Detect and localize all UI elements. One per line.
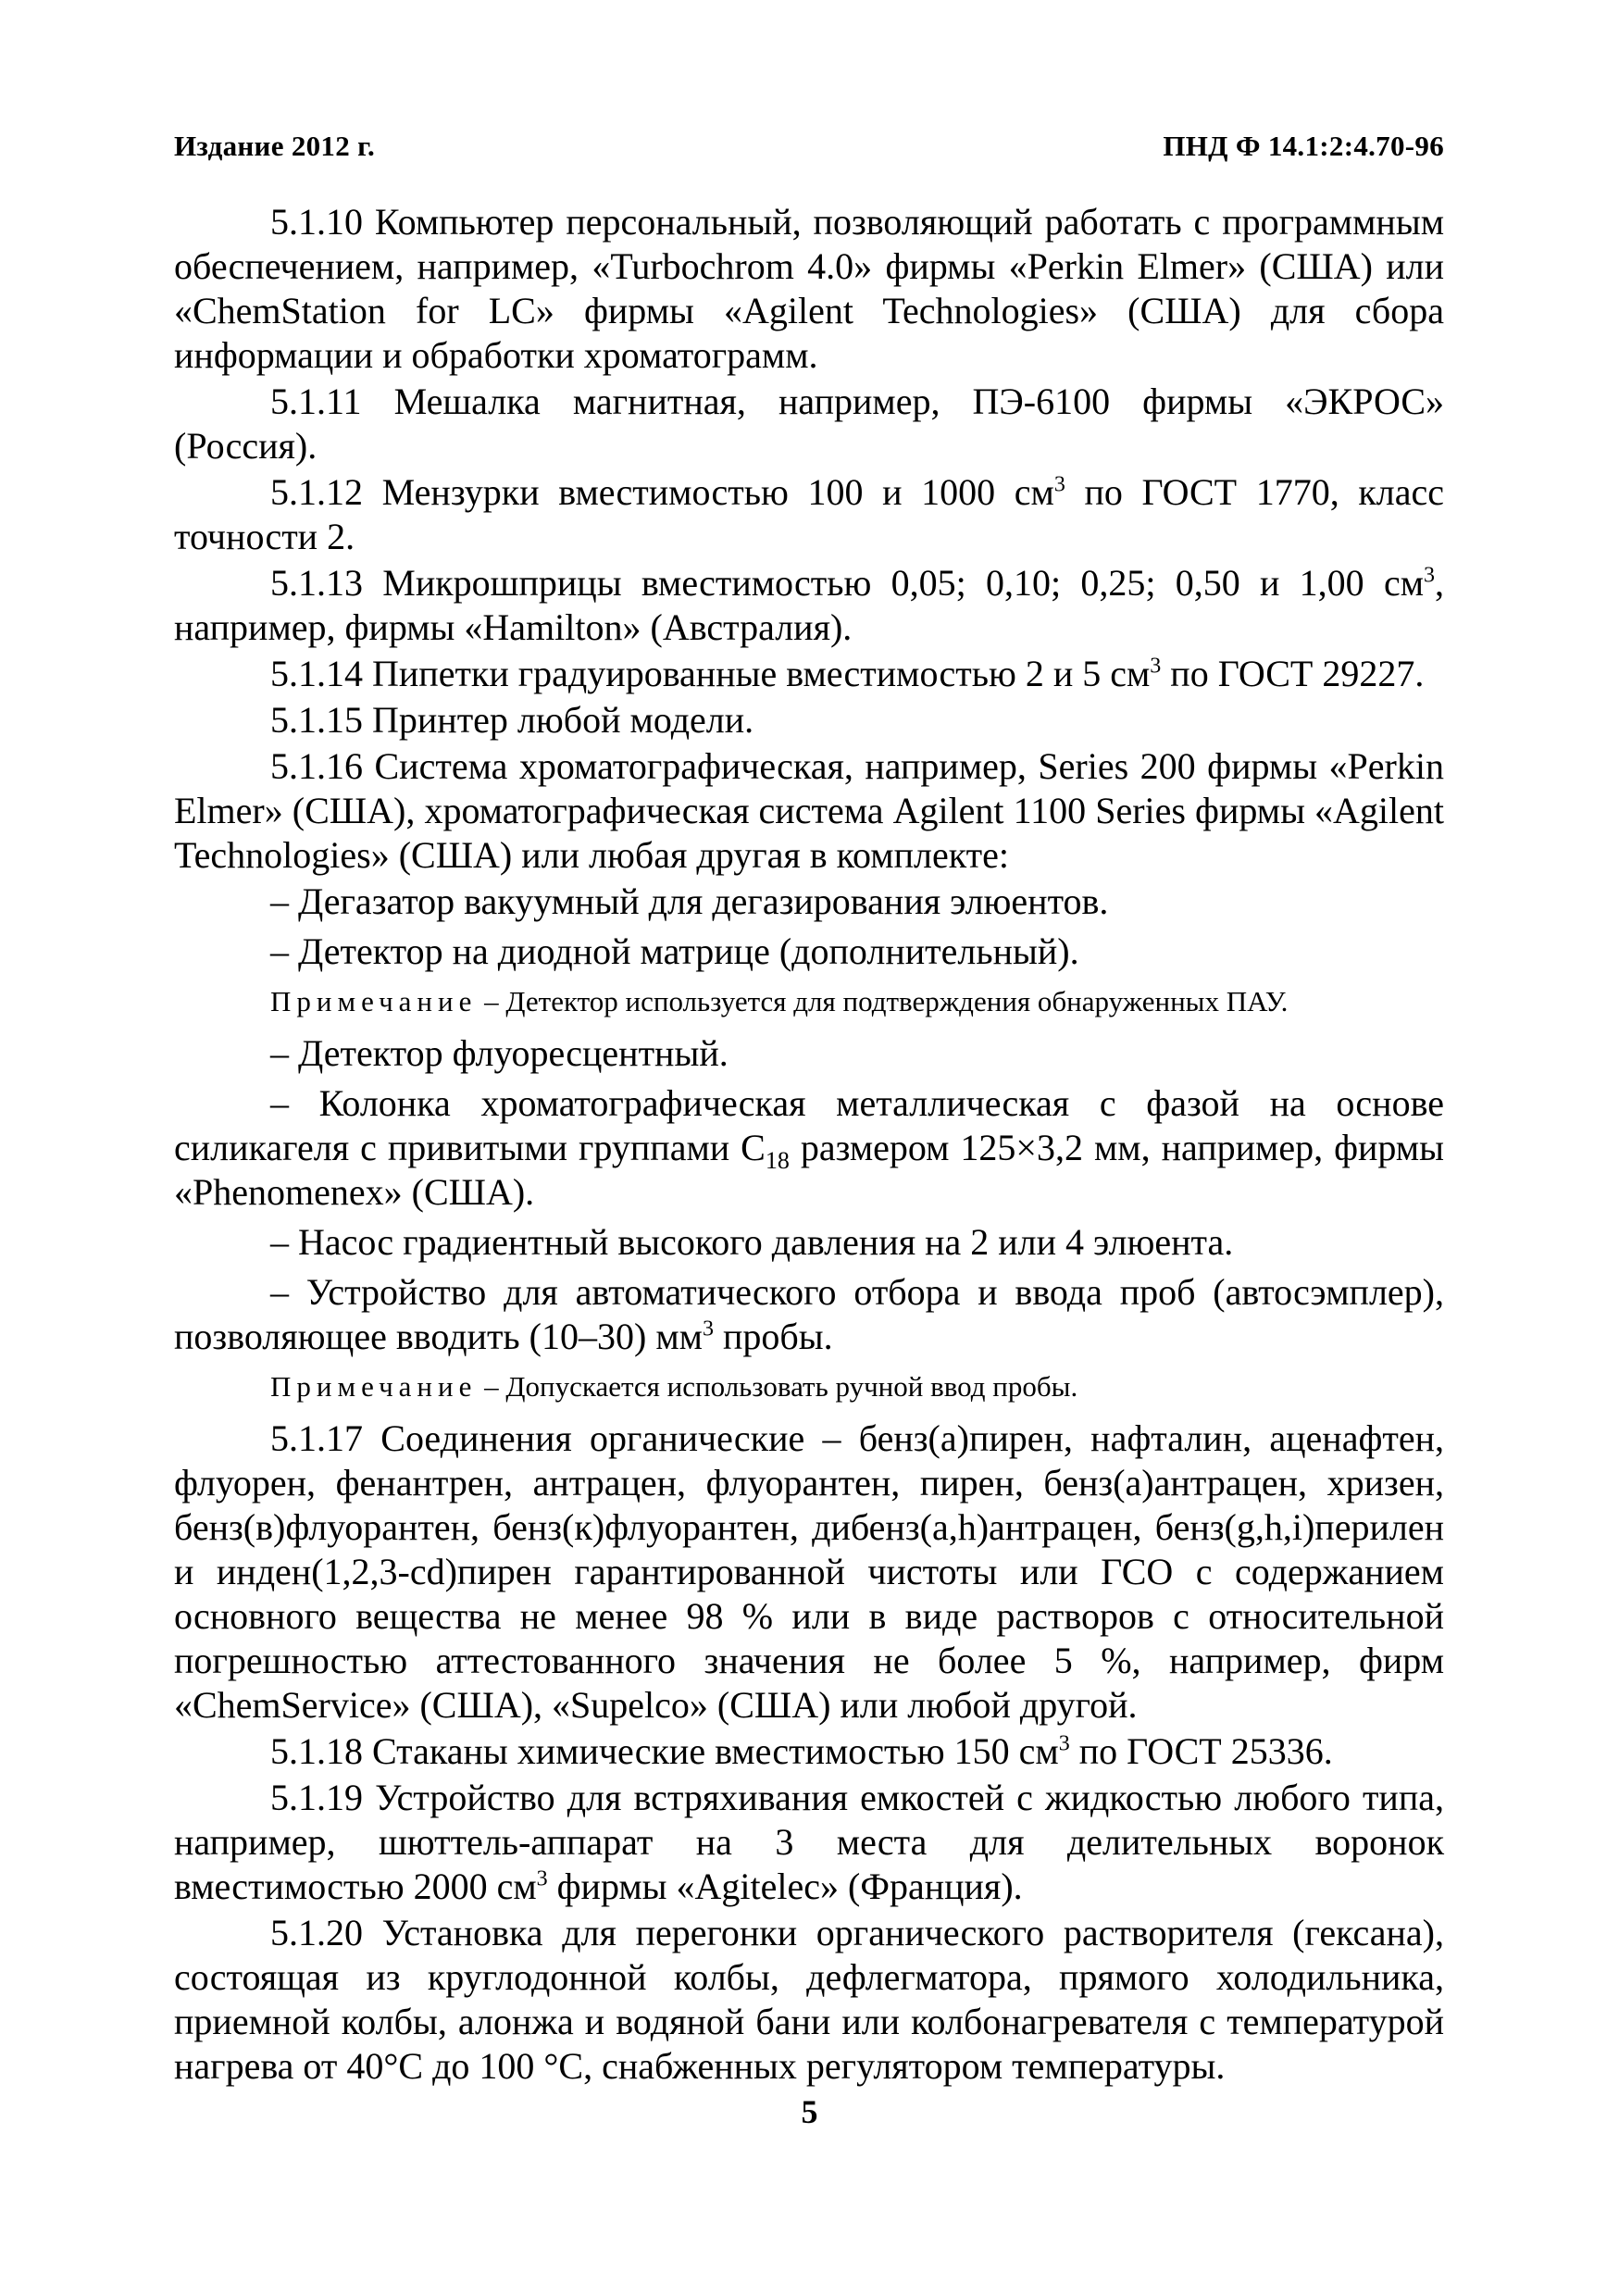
item-5-1-15	[174, 698, 1444, 742]
superscript: 3	[1150, 654, 1162, 679]
list-item-text: – Колонка хроматографическая металлическая с фазой на основе силикагеля с привитыми группами C	[174, 1082, 1444, 1168]
superscript: 3	[702, 1316, 714, 1341]
item-text: Соединения органические – бенз(а)пирен, нафталин, аценафтен, флуорен, фенантрен, антрацен, флуорантен, пирен, бенз(а)антрацен, хризен, бенз(в)флуорантен, бенз(к)флуорантен, дибенз(a,h)антрацен, бенз(g,h,i)перилен и инден(1,2,3-cd)пирен гарантированной чистоты или ГСО с содержанием основного вещества не менее 98 % или в виде растворов с относительной погрешностью аттестованного значения не более 5 %, например, фирм «ChemService» (США), «Supelco» (США) или любой другой.	[174, 1417, 1445, 1726]
note-text: – Детектор используется для подтверждения обнаруженных ПАУ.	[477, 985, 1289, 1017]
item-5-1-20	[174, 1911, 1444, 2089]
item-text-cont: , например, фирмы «Hamilton» (Австралия).	[174, 562, 1445, 648]
item-text: Мешалка магнитная, например, ПЭ-6100 фирмы «ЭКРОС» (Россия).	[174, 381, 1444, 467]
item-5-1-12	[174, 470, 1444, 559]
superscript: 3	[1424, 563, 1436, 588]
item-text: Пипетки градуированные вместимостью 2 и 5 см	[372, 653, 1151, 694]
edition-label: Издание 2012 г.	[174, 130, 376, 162]
superscript: 3	[1053, 472, 1065, 497]
item-number: 5.1.11	[270, 381, 362, 422]
list-item-autosampler	[174, 1270, 1444, 1359]
item-text-cont: по ГОСТ 1770, класс точности 2.	[174, 471, 1445, 557]
note-2	[174, 1368, 1444, 1405]
item-5-1-14	[174, 652, 1444, 696]
item-text: Мензурки вместимостью 100 и 1000 см	[381, 471, 1054, 513]
item-text: Система хроматографическая, например, Series 200 фирмы «Perkin Elmer» (США), хроматографическая система Agilent 1100 Series фирмы «Agilent Technologies» (США) или любая другая в комплекте:	[174, 745, 1444, 876]
item-number: 5.1.10	[270, 201, 363, 243]
item-5-1-10	[174, 200, 1444, 378]
item-5-1-13	[174, 561, 1444, 650]
note-1	[174, 983, 1444, 1020]
item-5-1-17	[174, 1416, 1444, 1728]
item-5-1-11	[174, 380, 1444, 468]
item-text: Компьютер персональный, позволяющий работать с программным обеспечением, например, «Turbochrom 4.0» фирмы «Perkin Elmer» (США) или «ChemStation for LC» фирмы «Agilent Technologies» (США) для сбора информации и обработки хроматограмм.	[174, 201, 1444, 376]
item-number: 5.1.17	[270, 1417, 363, 1459]
item-number: 5.1.20	[270, 1912, 363, 1953]
item-5-1-16	[174, 744, 1444, 878]
item-text-cont: по ГОСТ 25336.	[1069, 1730, 1333, 1772]
list-item-degasser: – Дегазатор вакуумный для дегазирования элюентов.	[270, 880, 1109, 922]
item-number: 5.1.13	[270, 562, 363, 604]
item-number: 5.1.14	[270, 653, 363, 694]
item-5-1-18	[174, 1729, 1444, 1774]
list-item-diode-detector: – Детектор на диодной матрице (дополнительный).	[270, 930, 1079, 972]
item-number: 5.1.15	[270, 699, 363, 741]
document-code: ПНД Ф 14.1:2:4.70-96	[1163, 130, 1444, 162]
list-item-text-cont: пробы.	[713, 1316, 833, 1357]
item-number: 5.1.12	[270, 471, 363, 513]
list-item-text: – Устройство для автоматического отбора и ввода проб (автосэмплер), позволяющее вводить (10–30) мм	[174, 1271, 1444, 1357]
list-item-text-cont: размером 125×3,2 мм, например, фирмы «Phenomenex» (США).	[174, 1127, 1444, 1213]
item-number: 5.1.16	[270, 745, 363, 787]
superscript: 3	[536, 1866, 548, 1891]
superscript: 3	[1058, 1731, 1070, 1756]
item-text-cont: по ГОСТ 29227.	[1161, 653, 1425, 694]
list-item-fluorescence-detector: – Детектор флуоресцентный.	[270, 1032, 729, 1074]
list-item-pump: – Насос градиентный высокого давления на 2 или 4 элюента.	[270, 1221, 1234, 1263]
item-text: Микрошприцы вместимостью 0,05; 0,10; 0,25; 0,50 и 1,00 см	[382, 562, 1425, 604]
note-label: Примечание	[270, 985, 478, 1017]
item-text: Установка для перегонки органического растворителя (гексана), состоящая из круглодонной колбы, дефлегматора, прямого холодильника, приемной колбы, алонжа и водяной бани или колбонагревателя с температурой нагрева от 40°С до 100 °С, снабженных регулятором температуры.	[174, 1912, 1445, 2087]
item-5-1-19	[174, 1776, 1444, 1909]
item-number: 5.1.18	[270, 1730, 363, 1772]
item-text: Принтер любой модели.	[372, 699, 754, 741]
item-text: Устройство для встряхивания емкостей с жидкостью любого типа, например, шюттель-аппарат на 3 места для делительных воронок вместимостью 2000 см	[174, 1777, 1444, 1907]
note-label: Примечание	[270, 1370, 478, 1403]
subscript: 18	[765, 1147, 790, 1174]
item-text-cont: фирмы «Agitelec» (Франция).	[547, 1866, 1023, 1907]
page-number: 5	[801, 2093, 818, 2130]
list-item-column	[174, 1081, 1444, 1215]
item-number: 5.1.19	[270, 1777, 363, 1818]
document-page	[174, 130, 1444, 2090]
note-text: – Допускается использовать ручной ввод пробы.	[477, 1370, 1078, 1403]
item-text: Стаканы химические вместимостью 150 см	[372, 1730, 1059, 1772]
page-header	[174, 130, 1444, 163]
